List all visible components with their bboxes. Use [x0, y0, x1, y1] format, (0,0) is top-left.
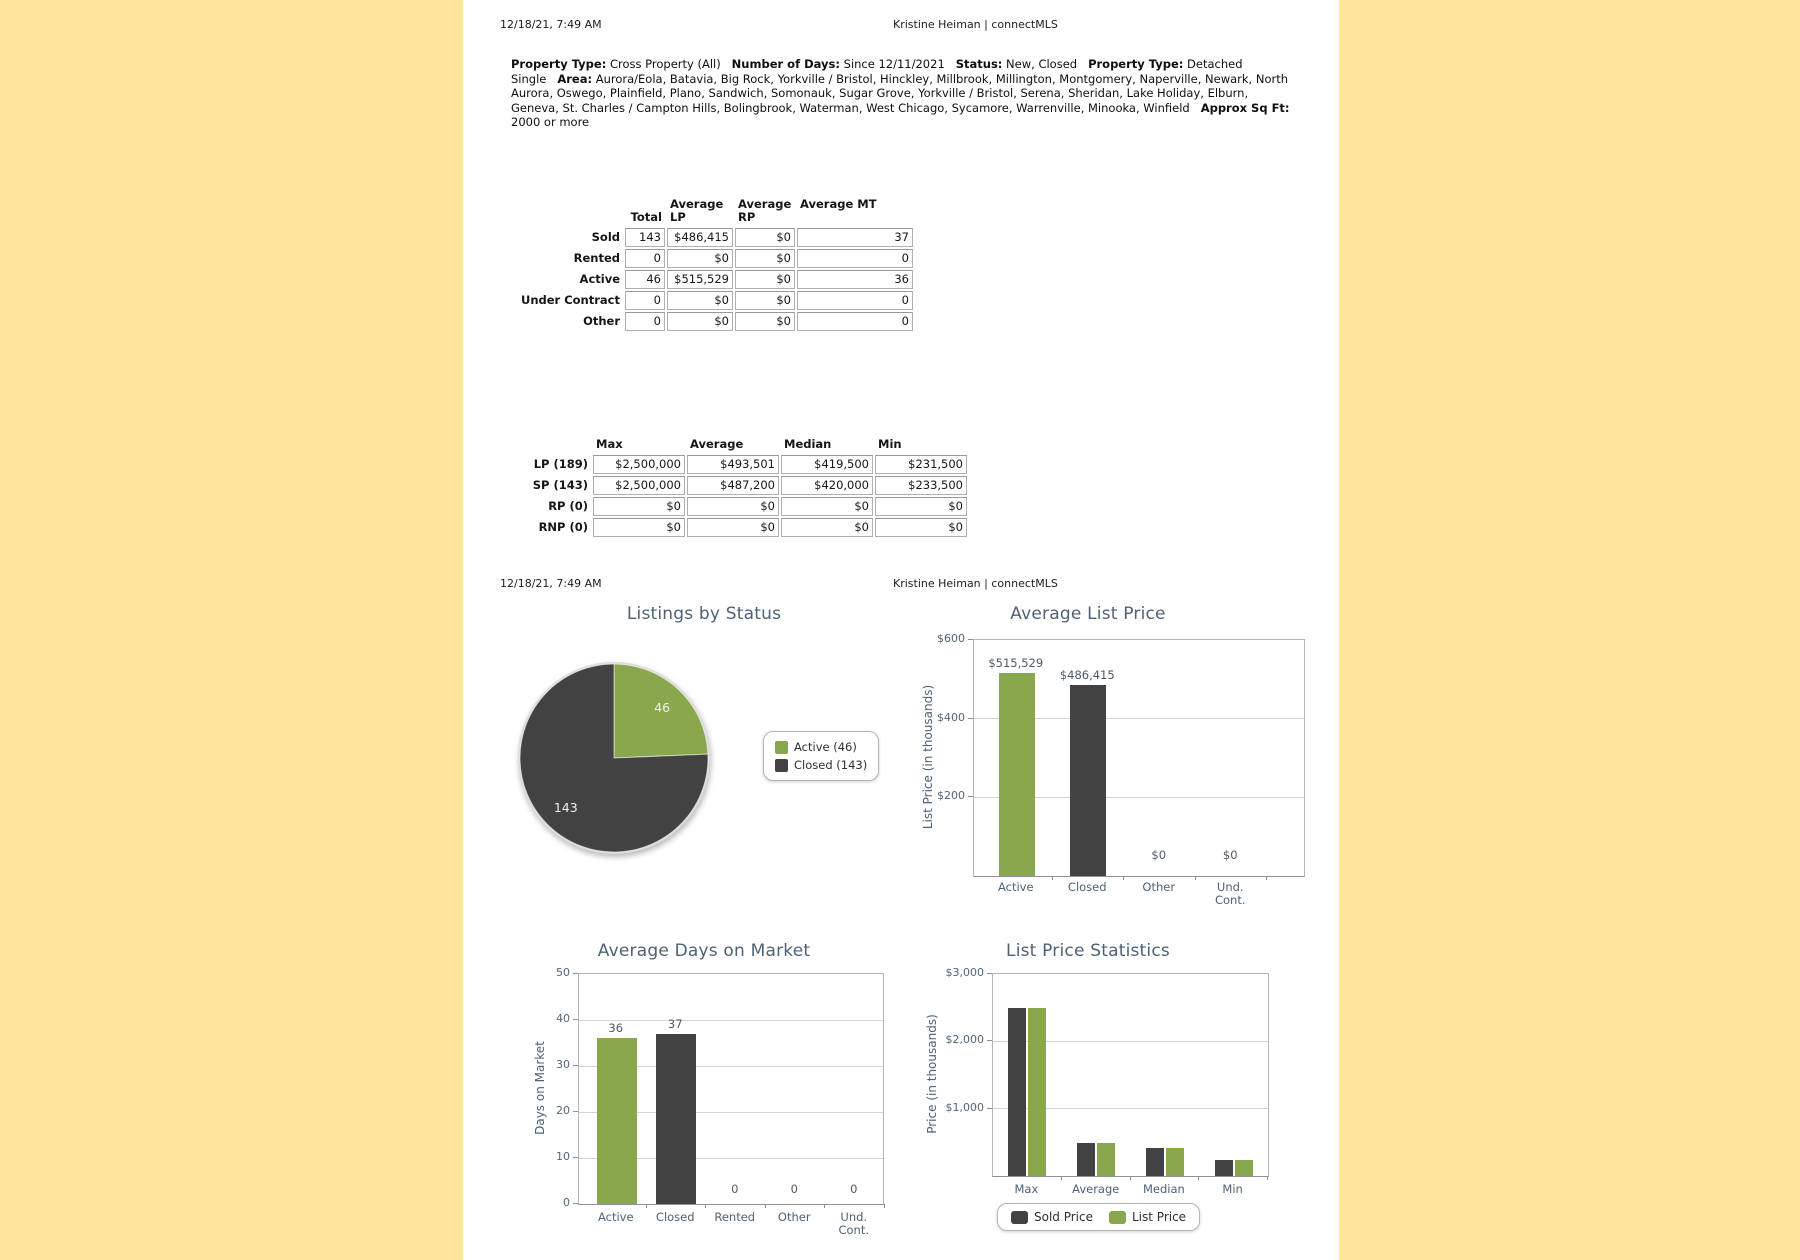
- row-label: Under Contract: [520, 293, 620, 307]
- x-category-label: Closed: [655, 1210, 695, 1224]
- table-cell: $0: [735, 249, 795, 268]
- x-tick-mark: [1266, 876, 1267, 880]
- legend-label: List Price: [1132, 1210, 1187, 1224]
- table-cell: $2,500,000: [593, 455, 685, 474]
- page1-header-date: 12/18/21, 7:49 AM: [500, 18, 602, 31]
- x-tick-mark: [1267, 1176, 1268, 1180]
- column-header: Average RP: [738, 197, 792, 224]
- row-label: SP (143): [532, 478, 588, 492]
- table-cell: $2,500,000: [593, 476, 685, 495]
- chart-title-average-days-on-market: Average Days on Market: [597, 941, 811, 961]
- bar-active: [999, 673, 1035, 876]
- column-header: Total: [630, 210, 662, 224]
- y-tick-label: $400: [937, 710, 965, 724]
- table-corner: [505, 438, 591, 453]
- criteria-label: Area:: [557, 71, 593, 86]
- bar-list-price: [1235, 1160, 1253, 1176]
- legend-swatch: [1011, 1211, 1028, 1224]
- bar-list-price: [1097, 1143, 1115, 1176]
- table-cell: $486,415: [667, 228, 733, 247]
- table-cell: $0: [875, 518, 967, 537]
- x-tick-mark: [1061, 1176, 1062, 1180]
- table-cell: $0: [687, 518, 779, 537]
- legend-item: [775, 758, 867, 772]
- chart-title-listings-by-status: Listings by Status: [626, 604, 782, 624]
- table-cell: $233,500: [875, 476, 967, 495]
- table-header-row: [505, 198, 913, 226]
- criteria-separator: [1190, 101, 1201, 115]
- table-cell: $0: [687, 497, 779, 516]
- x-tick-mark: [1195, 876, 1196, 880]
- table-row: [505, 228, 913, 247]
- y-tick-label: 20: [556, 1104, 570, 1117]
- table-row: [505, 455, 967, 474]
- x-tick-mark: [884, 1204, 885, 1208]
- legend-label: Sold Price: [1034, 1210, 1093, 1224]
- x-tick-mark: [1052, 876, 1053, 880]
- pie-slice-value: 46: [654, 699, 671, 715]
- bar-closed: [1070, 685, 1106, 876]
- bar-list-price: [1028, 1008, 1046, 1176]
- criteria-label: Property Type:: [511, 57, 607, 71]
- data-table: [503, 196, 915, 333]
- bar-value-label: 36: [608, 1021, 624, 1036]
- table-cell: $0: [875, 497, 967, 516]
- table-cell: 0: [625, 312, 665, 331]
- chart-title-list-price-statistics: List Price Statistics: [1006, 941, 1170, 961]
- legend-swatch: [775, 759, 788, 772]
- legend-swatch: [1109, 1211, 1126, 1224]
- row-label: RNP (0): [538, 520, 588, 534]
- y-tick-label: 10: [556, 1150, 570, 1163]
- bar-closed: [656, 1034, 696, 1204]
- table-cell: 36: [797, 270, 913, 289]
- table-cell: $0: [781, 497, 873, 516]
- table-cell: 46: [625, 270, 665, 289]
- column-header: Average LP: [670, 197, 724, 224]
- table-cell: 37: [797, 228, 913, 247]
- data-table: [503, 436, 969, 539]
- page2-header-date: 12/18/21, 7:49 AM: [500, 577, 602, 590]
- table-cell: $0: [735, 312, 795, 331]
- y-tick-label: $2,000: [945, 1033, 984, 1047]
- gridline: [579, 1020, 883, 1021]
- x-category-label: Closed: [1067, 880, 1107, 894]
- x-tick-mark: [1198, 1176, 1199, 1180]
- list-price-statistics-ylabel: Price (in thousands): [925, 1014, 939, 1134]
- pie-legend: [763, 731, 879, 781]
- y-tick-mark: [987, 1040, 992, 1041]
- table-cell: 0: [625, 249, 665, 268]
- bar-list-price: [1166, 1148, 1184, 1176]
- page2-header-user: Kristine Heiman | connectMLS: [893, 577, 1058, 590]
- bar-value-label: 37: [667, 1016, 683, 1031]
- x-category-label: Und. Cont.: [838, 1210, 870, 1237]
- bar-value-label: $0: [1222, 848, 1238, 862]
- page1-header-user: Kristine Heiman | connectMLS: [893, 18, 1058, 31]
- table-cell: $231,500: [875, 455, 967, 474]
- column-header: Median: [784, 437, 832, 451]
- table-row: [505, 476, 967, 495]
- criteria-label: Status:: [955, 57, 1003, 71]
- row-label: Rented: [573, 251, 620, 265]
- y-tick-label: 0: [563, 1196, 570, 1209]
- criteria-separator: [1077, 57, 1088, 71]
- plot-area: [578, 973, 884, 1205]
- table-row: [505, 270, 913, 289]
- column-header: Min: [878, 437, 902, 451]
- bar-sold-price: [1008, 1008, 1026, 1176]
- table-cell: $515,529: [667, 270, 733, 289]
- y-tick-mark: [573, 1065, 578, 1066]
- table-cell: $0: [667, 249, 733, 268]
- table-cell: 0: [797, 312, 913, 331]
- search-criteria: Property Type: Cross Property (All) Number of Days: Since 12/11/2021 Status: New, Closed Property Type: Detached Single Area: Aurora/Eola, Batavia, Big Rock, Yorkville / Bristol, Hinckley, Millbrook, Millington, Montgomery, Naperville, Newark, North Aurora, Oswego, Plainfield, Plano, Sandwich, Somonauk, Sugar Grove, Yorkville / Bristol, Serena, Sheridan, Lake Holiday, Elburn, Geneva, St. Charles / Campton Hills, Bolingbrook, Waterman, West Chicago, Sycamore, Warrenville, Minooka, Winfield Approx Sq Ft: 2000 or more: [511, 57, 1290, 130]
- y-tick-mark: [968, 639, 973, 640]
- y-tick-mark: [573, 1157, 578, 1158]
- column-header: Max: [596, 437, 623, 451]
- y-tick-label: 30: [556, 1058, 570, 1071]
- legend-item: [775, 740, 867, 754]
- bar-sold-price: [1215, 1160, 1233, 1176]
- listings-by-status-pie: [508, 652, 720, 864]
- bar-sold-price: [1077, 1143, 1095, 1176]
- table-row: [505, 249, 913, 268]
- plot-area: [973, 639, 1305, 877]
- y-tick-mark: [987, 973, 992, 974]
- x-category-label: Min: [1222, 1182, 1243, 1196]
- y-tick-label: $600: [937, 632, 965, 645]
- criteria-separator: [945, 57, 956, 71]
- x-category-label: Und. Cont.: [1214, 880, 1246, 907]
- y-tick-label: $1,000: [945, 1100, 984, 1114]
- table-corner: [505, 198, 623, 226]
- table-header-row: [505, 438, 967, 453]
- x-tick-mark: [765, 1204, 766, 1208]
- bar-sold-price: [1146, 1148, 1164, 1176]
- table-cell: 143: [625, 228, 665, 247]
- legend-item: [1011, 1210, 1093, 1224]
- y-tick-mark: [573, 1019, 578, 1020]
- bar-value-label: $486,415: [1059, 667, 1115, 682]
- list-price-statistics-legend: [997, 1203, 1200, 1231]
- x-category-label: Other: [777, 1210, 811, 1224]
- x-category-label: Other: [1142, 880, 1176, 894]
- y-tick-mark: [573, 973, 578, 974]
- row-label: Sold: [591, 230, 620, 244]
- row-label: Other: [583, 314, 620, 328]
- criteria-label: Number of Days:: [731, 57, 840, 71]
- table-cell: $0: [735, 228, 795, 247]
- y-tick-label: 50: [556, 966, 570, 979]
- x-tick-mark: [705, 1204, 706, 1208]
- plot-area: [992, 973, 1269, 1177]
- x-tick-mark: [1123, 876, 1124, 880]
- table-row: [505, 312, 913, 331]
- y-tick-mark: [968, 718, 973, 719]
- criteria-label: Property Type:: [1088, 57, 1184, 71]
- table-cell: $0: [593, 518, 685, 537]
- bar-value-label: $0: [1151, 848, 1167, 862]
- criteria-separator: [546, 72, 557, 86]
- table-row: [505, 518, 967, 537]
- report-page: [463, 0, 1339, 1260]
- y-tick-label: $3,000: [945, 966, 984, 979]
- bar-active: [597, 1038, 637, 1204]
- legend-label: Active (46): [794, 740, 857, 754]
- x-category-label: Average: [1072, 1182, 1120, 1196]
- row-label: Active: [579, 272, 620, 286]
- criteria-label: Approx Sq Ft:: [1200, 100, 1290, 115]
- column-header: Average: [690, 437, 744, 451]
- table-cell: $487,200: [687, 476, 779, 495]
- x-tick-mark: [646, 1204, 647, 1208]
- legend-label: Closed (143): [794, 758, 868, 772]
- y-tick-label: $200: [937, 789, 965, 803]
- legend-item: [1109, 1210, 1186, 1224]
- table-cell: $0: [667, 291, 733, 310]
- bar-value-label: 0: [731, 1182, 739, 1196]
- x-category-label: Active: [997, 880, 1034, 894]
- table-row: [505, 291, 913, 310]
- y-tick-mark: [573, 1111, 578, 1112]
- table-cell: $0: [781, 518, 873, 537]
- table-cell: $420,000: [781, 476, 873, 495]
- criteria-separator: [721, 57, 732, 71]
- column-header: Average MT: [800, 197, 877, 211]
- bar-value-label: 0: [790, 1182, 798, 1196]
- y-tick-mark: [968, 796, 973, 797]
- row-label: LP (189): [533, 457, 588, 471]
- average-list-price-ylabel: List Price (in thousands): [921, 684, 935, 830]
- x-tick-mark: [824, 1204, 825, 1208]
- table-cell: $0: [735, 291, 795, 310]
- table-cell: $0: [593, 497, 685, 516]
- x-tick-mark: [1130, 1176, 1131, 1180]
- y-tick-label: 40: [556, 1012, 570, 1025]
- chart-title-average-list-price: Average List Price: [1010, 604, 1166, 624]
- x-category-label: Median: [1142, 1182, 1185, 1196]
- table-cell: 0: [625, 291, 665, 310]
- x-category-label: Rented: [714, 1210, 756, 1224]
- table-cell: $0: [667, 312, 733, 331]
- bar-value-label: $515,529: [988, 656, 1044, 671]
- row-label: RP (0): [548, 499, 588, 513]
- bar-value-label: 0: [850, 1182, 858, 1196]
- table-cell: 0: [797, 291, 913, 310]
- average-days-on-market-ylabel: Days on Market: [533, 1041, 547, 1135]
- x-category-label: Max: [1014, 1182, 1039, 1196]
- table-row: [505, 497, 967, 516]
- table-cell: $0: [735, 270, 795, 289]
- table-cell: $419,500: [781, 455, 873, 474]
- x-category-label: Active: [597, 1210, 634, 1224]
- pie-slice-value: 143: [553, 800, 578, 816]
- legend-swatch: [775, 741, 788, 754]
- y-tick-mark: [987, 1108, 992, 1109]
- y-tick-mark: [573, 1203, 578, 1204]
- table-cell: $493,501: [687, 455, 779, 474]
- table-cell: 0: [797, 249, 913, 268]
